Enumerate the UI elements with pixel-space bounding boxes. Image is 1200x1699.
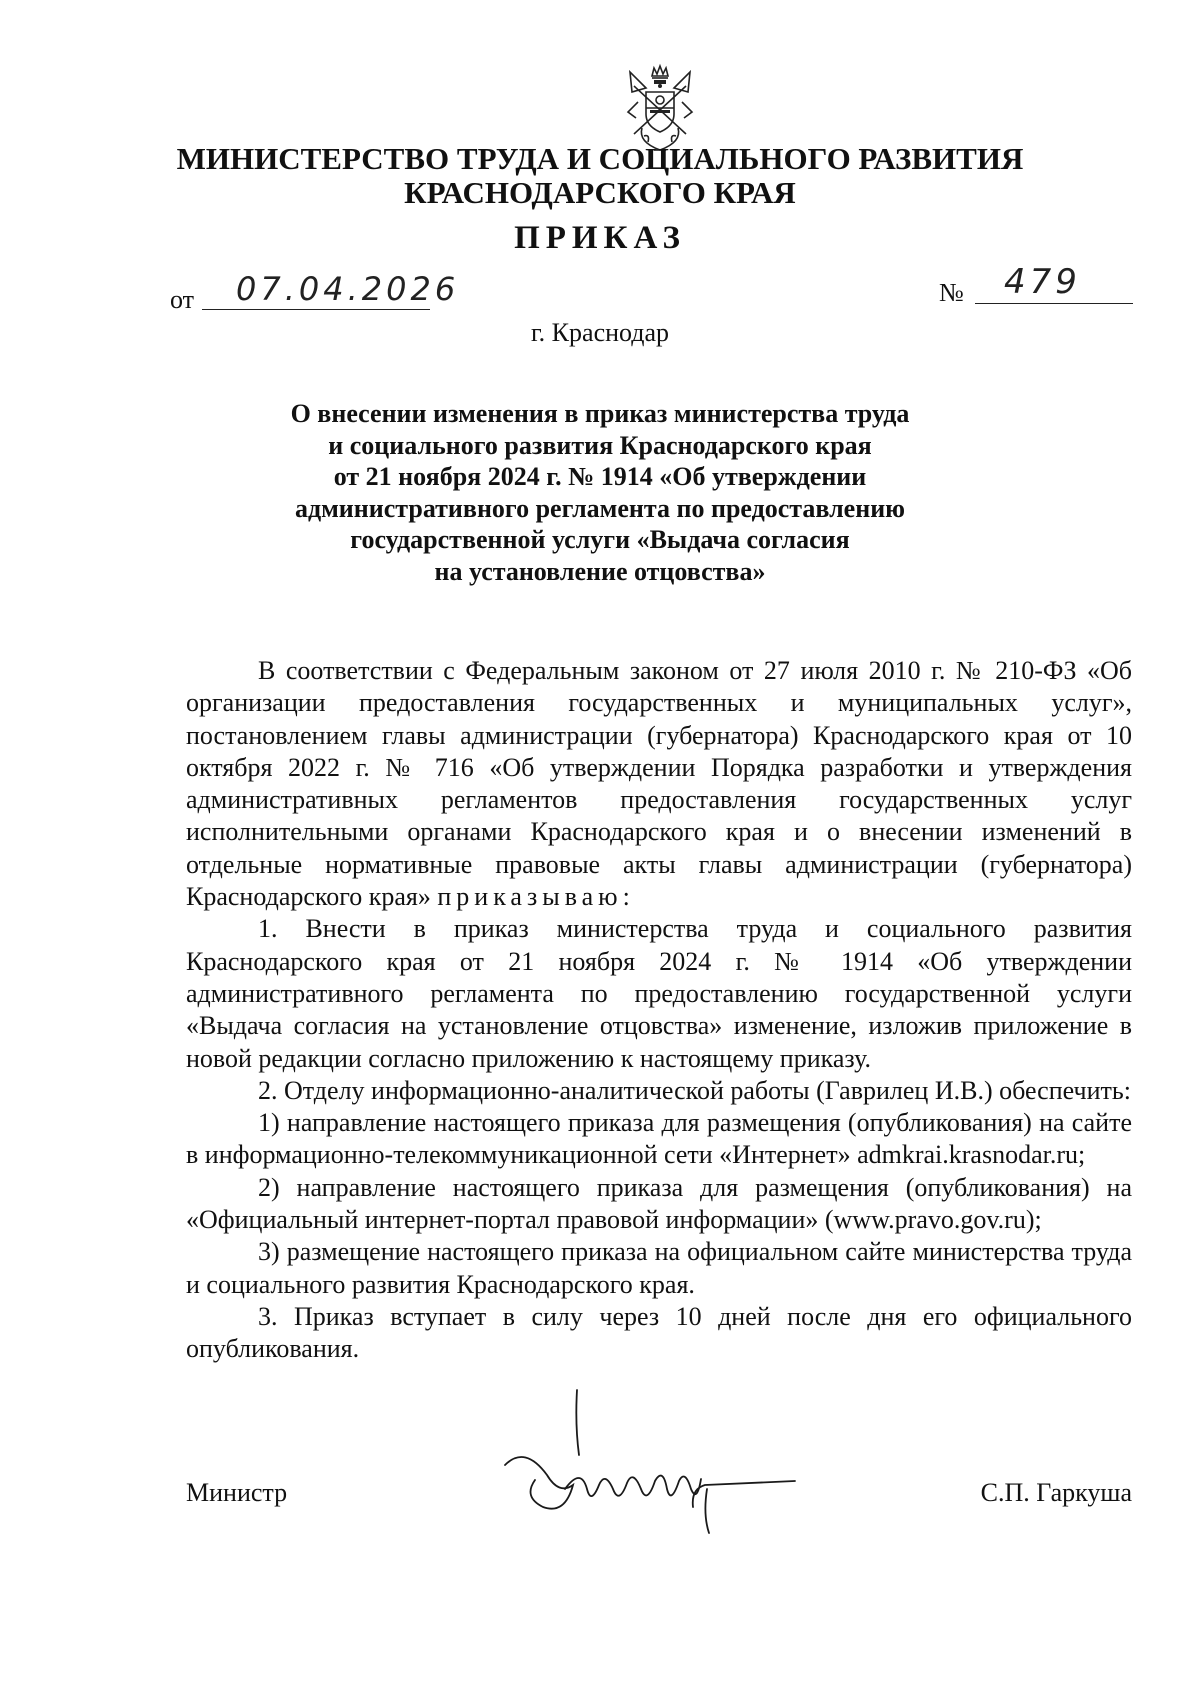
handwritten-signature [495,1385,815,1540]
date-value: 07.04.2026 [236,270,460,308]
heading-line: от 21 ноября 2024 г. № 1914 «Об утверждении [333,462,867,491]
signer-name: С.П. Гаркуша [980,1478,1132,1507]
city: г. Краснодар [530,318,670,347]
heading-line: административного регламента по предоставлению [294,493,906,523]
item-3: 3. Приказ вступает в силу через 10 дней после дня его официального опубликования. [186,1301,1132,1364]
heading-line: на установление отцовства» [434,556,766,586]
intro-text: В соответствии с Федеральным законом от 27 июля 2010 г. № 210-ФЗ «Об организации предоставления государственных и муниципальных услуг», постановлением главы администрации (губернатора) Краснодарского края от 10 октября 2022 г. № 716 «Об утверждении Порядка разработки и утверждения административных регламентов предоставления государственных услуг исполнительными органами Краснодарского края и о внесении изменений в отдельные нормативные правовые акты главы администрации (губернатора) Краснодарского края» [186,656,1132,912]
ministry-title-line-2: КРАСНОДАРСКОГО КРАЯ [404,175,796,210]
signer-title: Министр [186,1478,288,1507]
number-value: 479 [1004,262,1081,302]
heading-line: государственной услуги «Выдача согласия [350,525,850,554]
document-body [186,655,1132,1366]
heading-line: О внесении изменения в приказ министерства труда [290,399,910,428]
ministry-title [0,142,1200,210]
number-underline [975,303,1133,304]
number-label: № [939,278,964,307]
heading-line: и социального развития Краснодарского края [328,430,872,460]
date-label: от [170,285,195,314]
document-type: ПРИКАЗ [514,220,686,256]
item-1: 1. Внести в приказ министерства труда и социального развития Краснодарского края от 21 ноября 2024 г. № 1914 «Об утверждении административного регламента по предоставлению государственной услуги «Выдача согласия на установление отцовства» изменение, изложив приложение в новой редакции согласно приложению к настоящему приказу. [186,914,1132,1073]
document-heading [0,398,1200,587]
decree-word: приказываю: [437,882,635,912]
item-2-3: 3) размещение настоящего приказа на официальном сайте министерства труда и социального развития Краснодарского края. [186,1237,1132,1299]
date-underline [202,309,430,310]
item-2: 2. Отделу информационно-аналитической работы (Гаврилец И.В.) обеспечить: [258,1075,1131,1105]
item-2-2: 2) направление настоящего приказа для размещения (опубликования) на «Официальный интернет-портал правовой информации» (www.pravo.gov.ru); [186,1172,1132,1235]
item-2-1: 1) направление настоящего приказа для размещения (опубликования) на сайте в информационно-телекоммуникационной сети «Интернет» admkrai.krasnodar.ru; [186,1108,1132,1170]
intro-paragraph [186,655,1132,913]
ministry-title-line-1: МИНИСТЕРСТВО ТРУДА И СОЦИАЛЬНОГО РАЗВИТИЯ [176,141,1024,176]
